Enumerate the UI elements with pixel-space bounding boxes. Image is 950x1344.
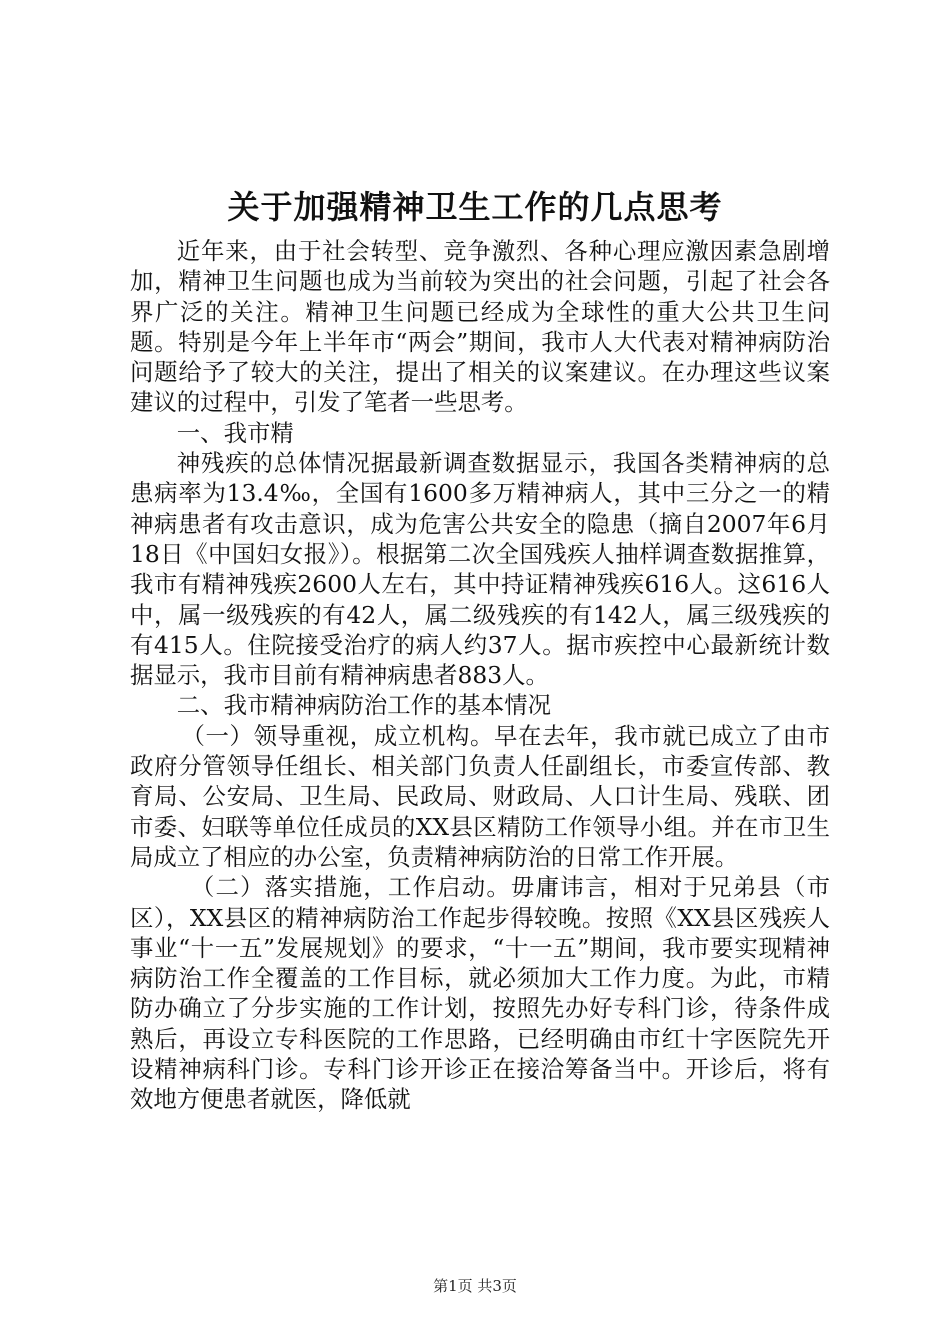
page-number-footer: 第1页 共3页 (433, 1277, 517, 1295)
paragraph-subsection-1: （一）领导重视，成立机构。早在去年，我市就已成立了由市政府分管领导任组长、相关部门负责人任副组长，市委宣传部、教育局、公安局、卫生局、民政局、财政局、人口计生局、残联、团市委、妇联等单位任成员的XX县区精防工作领导小组。并在市卫生局成立了相应的办公室，负责精神病防治的日常工作开展。 (130, 721, 830, 871)
paragraph-intro: 近年来，由于社会转型、竞争激烈、各种心理应激因素急剧增加，精神卫生问题也成为当前较为突出的社会问题，引起了社会各界广泛的关注。精神卫生问题已经成为全球性的重大公共卫生问题。特别是今年上半年市“两会”期间，我市人大代表对精神病防治问题给予了较大的关注，提出了相关的议案建议。在办理这些议案建议的过程中，引发了笔者一些思考。 (130, 237, 830, 417)
section-heading-1: 一、我市精 (176, 418, 294, 447)
document-title: 关于加强精神卫生工作的几点思考 (227, 188, 723, 226)
section-heading-2: 二、我市精神病防治工作的基本情况 (176, 691, 552, 720)
paragraph-subsection-2: （二）落实措施，工作启动。毋庸讳言，相对于兄弟县（市区），XX县区的精神病防治工作起步得较晚。按照《XX县区残疾人事业“十一五”发展规划》的要求，“十一五”期间，我市要实现精神病防治工作全覆盖的工作目标，就必须加大工作力度。为此，市精防办确立了分步实施的工作计划，按照先办好专科门诊，待条件成熟后，再设立专科医院的工作思路，已经明确由市红十字医院先开设精神病科门诊。专科门诊开诊正在接洽筹备当中。开诊后，将有效地方便患者就医，降低就 (130, 873, 830, 1114)
paragraph-statistics: 神残疾的总体情况据最新调查数据显示，我国各类精神病的总患病率为13.4‰，全国有1600多万精神病人，其中三分之一的精神病患者有攻击意识，成为危害公共安全的隐患（摘自2007年6月18日《中国妇女报》）。根据第二次全国残疾人抽样调查数据推算，我市有精神残疾2600人左右，其中持证精神残疾616人。这616人中，属一级残疾的有42人，属二级残疾的有142人，属三级残疾的有415人。住院接受治疗的病人约37人。据市疾控中心最新统计数据显示，我市目前有精神病患者883人。 (130, 449, 830, 690)
document-body (130, 236, 830, 1115)
